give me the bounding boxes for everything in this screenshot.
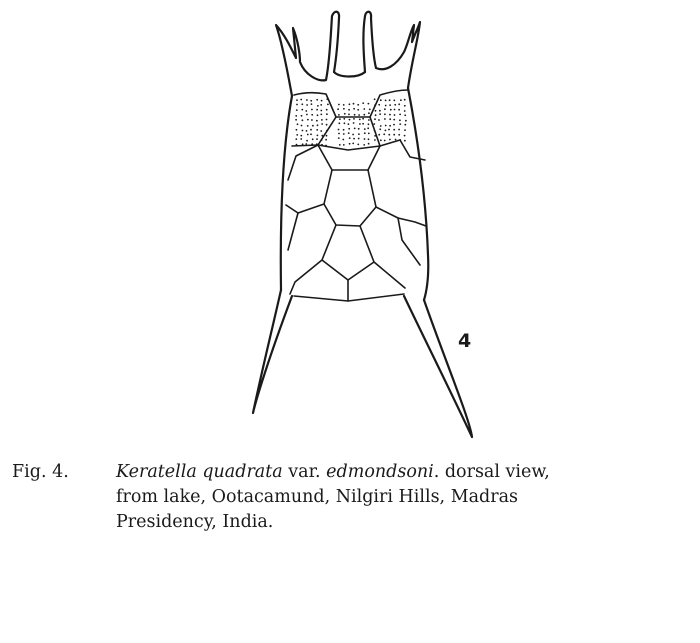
var-text: var. xyxy=(282,462,327,482)
caption-line-3: Presidency, India. xyxy=(116,512,274,532)
figure-number-label: 4 xyxy=(458,330,472,352)
caption-line-2: from lake, Ootacamund, Nilgiri Hills, Madras xyxy=(116,487,519,507)
figure-caption xyxy=(12,460,692,535)
lorica-plates xyxy=(286,90,426,301)
stippling xyxy=(295,98,407,146)
caption-line-1 xyxy=(12,460,692,485)
lorica-outline xyxy=(253,12,472,437)
variety-name: edmondsoni xyxy=(326,462,434,482)
species-name: Keratella quadrata xyxy=(116,462,283,482)
figure-number: Fig. 4. xyxy=(12,462,69,482)
caption-view: . dorsal view, xyxy=(433,462,550,482)
